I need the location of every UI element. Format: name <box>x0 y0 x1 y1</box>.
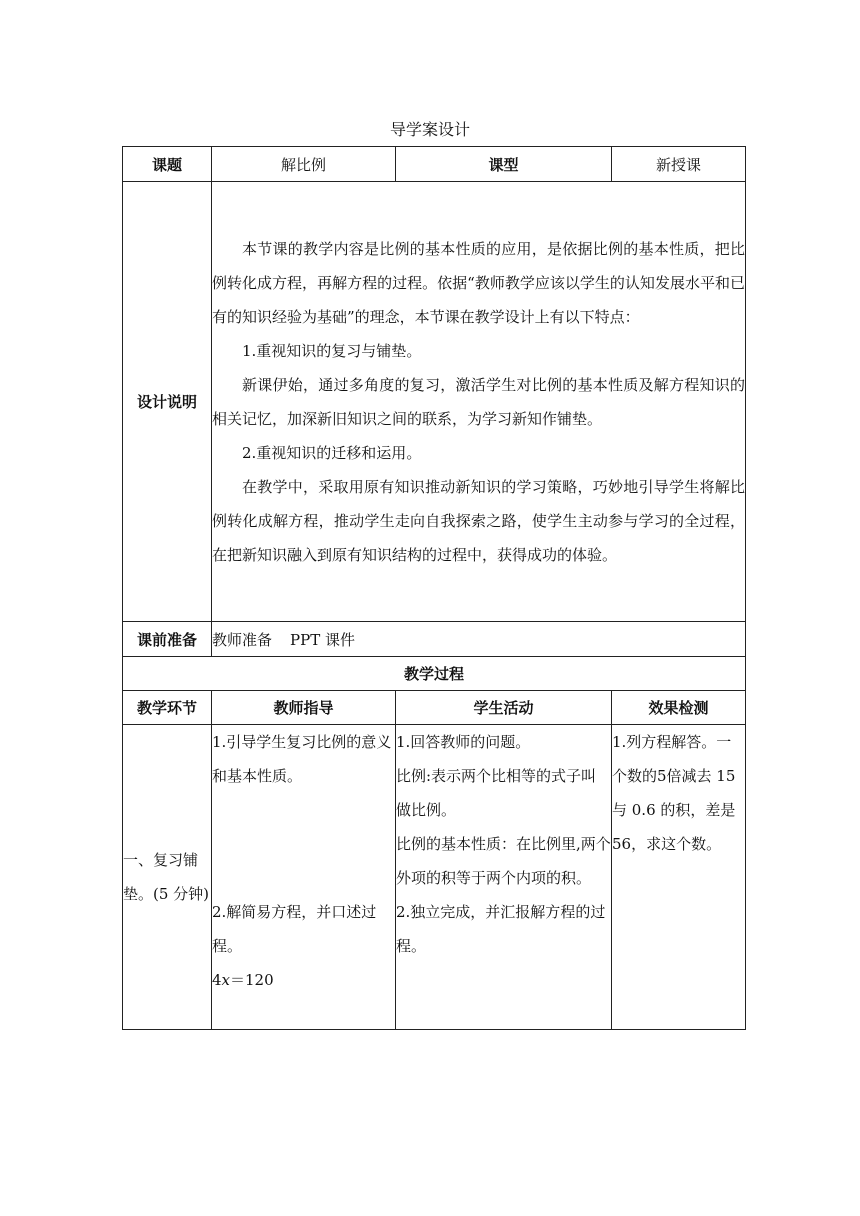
preparation-label: 课前准备 <box>123 622 212 657</box>
lesson-plan-table <box>122 146 746 1030</box>
design-note-paragraph: 本节课的教学内容是比例的基本性质的应用，是依据比例的基本性质，把比例转化成方程，再解方程的过程。依据“教师教学应该以学生的认知发展水平和已有的知识经验为基础”的理念，本节课在教学设计上有以下特点： <box>212 239 745 326</box>
preparation-value <box>212 622 746 657</box>
process-title: 教学过程 <box>123 657 746 691</box>
student-step: 比例的基本性质：在比例里,两个外项的积等于两个内项的积。 <box>396 835 611 887</box>
type-value: 新授课 <box>612 147 746 182</box>
student-step: 比例:表示两个比相等的式子叫做比例。 <box>396 767 597 819</box>
design-note-paragraph: 在教学中，采取用原有知识推动新知识的学习策略，巧妙地引导学生将解比例转化成解方程，推动学生走向自我探索之路，使学生主动参与学习的全过程，在把新知识融入到原有知识结构的过程中，获得成功的体验。 <box>212 477 745 564</box>
column-header-teacher: 教师指导 <box>212 691 396 725</box>
column-header-stage: 教学环节 <box>123 691 212 725</box>
preparation-item: PPT 课件 <box>290 630 355 649</box>
type-label: 课型 <box>396 147 612 182</box>
check-item: 1.列方程解答。一个数的5倍减去 15 与 0.6 的积，差是 56，求这个数。 <box>612 733 736 853</box>
process-title-row <box>123 657 746 691</box>
teacher-step: 2.解简易方程，并口述过程。 <box>212 903 377 955</box>
design-note-paragraph: 1.重视知识的复习与铺垫。 <box>242 341 422 360</box>
preparation-who: 教师准备 <box>212 630 273 649</box>
equation: 4x＝120 <box>212 971 274 989</box>
design-notes-label: 设计说明 <box>123 182 212 622</box>
stage-row <box>123 725 746 1030</box>
design-notes-body <box>212 182 746 622</box>
design-note-paragraph: 2.重视知识的迁移和运用。 <box>242 443 422 462</box>
column-header-student: 学生活动 <box>396 691 612 725</box>
student-step: 1.回答教师的问题。 <box>396 733 531 751</box>
preparation-row <box>123 622 746 657</box>
document-title: 导学案设计 <box>389 120 470 139</box>
column-header-check: 效果检测 <box>612 691 746 725</box>
student-activity <box>396 725 612 1030</box>
teacher-step: 1.引导学生复习比例的意义和基本性质。 <box>212 733 392 785</box>
topic-value: 解比例 <box>212 147 396 182</box>
student-step: 2.独立完成，并汇报解方程的过程。 <box>396 903 606 955</box>
stage-name: 一、复习铺垫。(5 分钟) <box>123 725 212 1030</box>
design-note-paragraph: 新课伊始，通过多角度的复习，激活学生对比例的基本性质及解方程知识的相关记忆，加深新旧知识之间的联系，为学习新知作铺垫。 <box>212 375 745 428</box>
teacher-guidance <box>212 725 396 1030</box>
header-row <box>123 147 746 182</box>
design-notes-row <box>123 182 746 622</box>
topic-label: 课题 <box>123 147 212 182</box>
process-columns-row <box>123 691 746 725</box>
effect-check <box>612 725 746 1030</box>
